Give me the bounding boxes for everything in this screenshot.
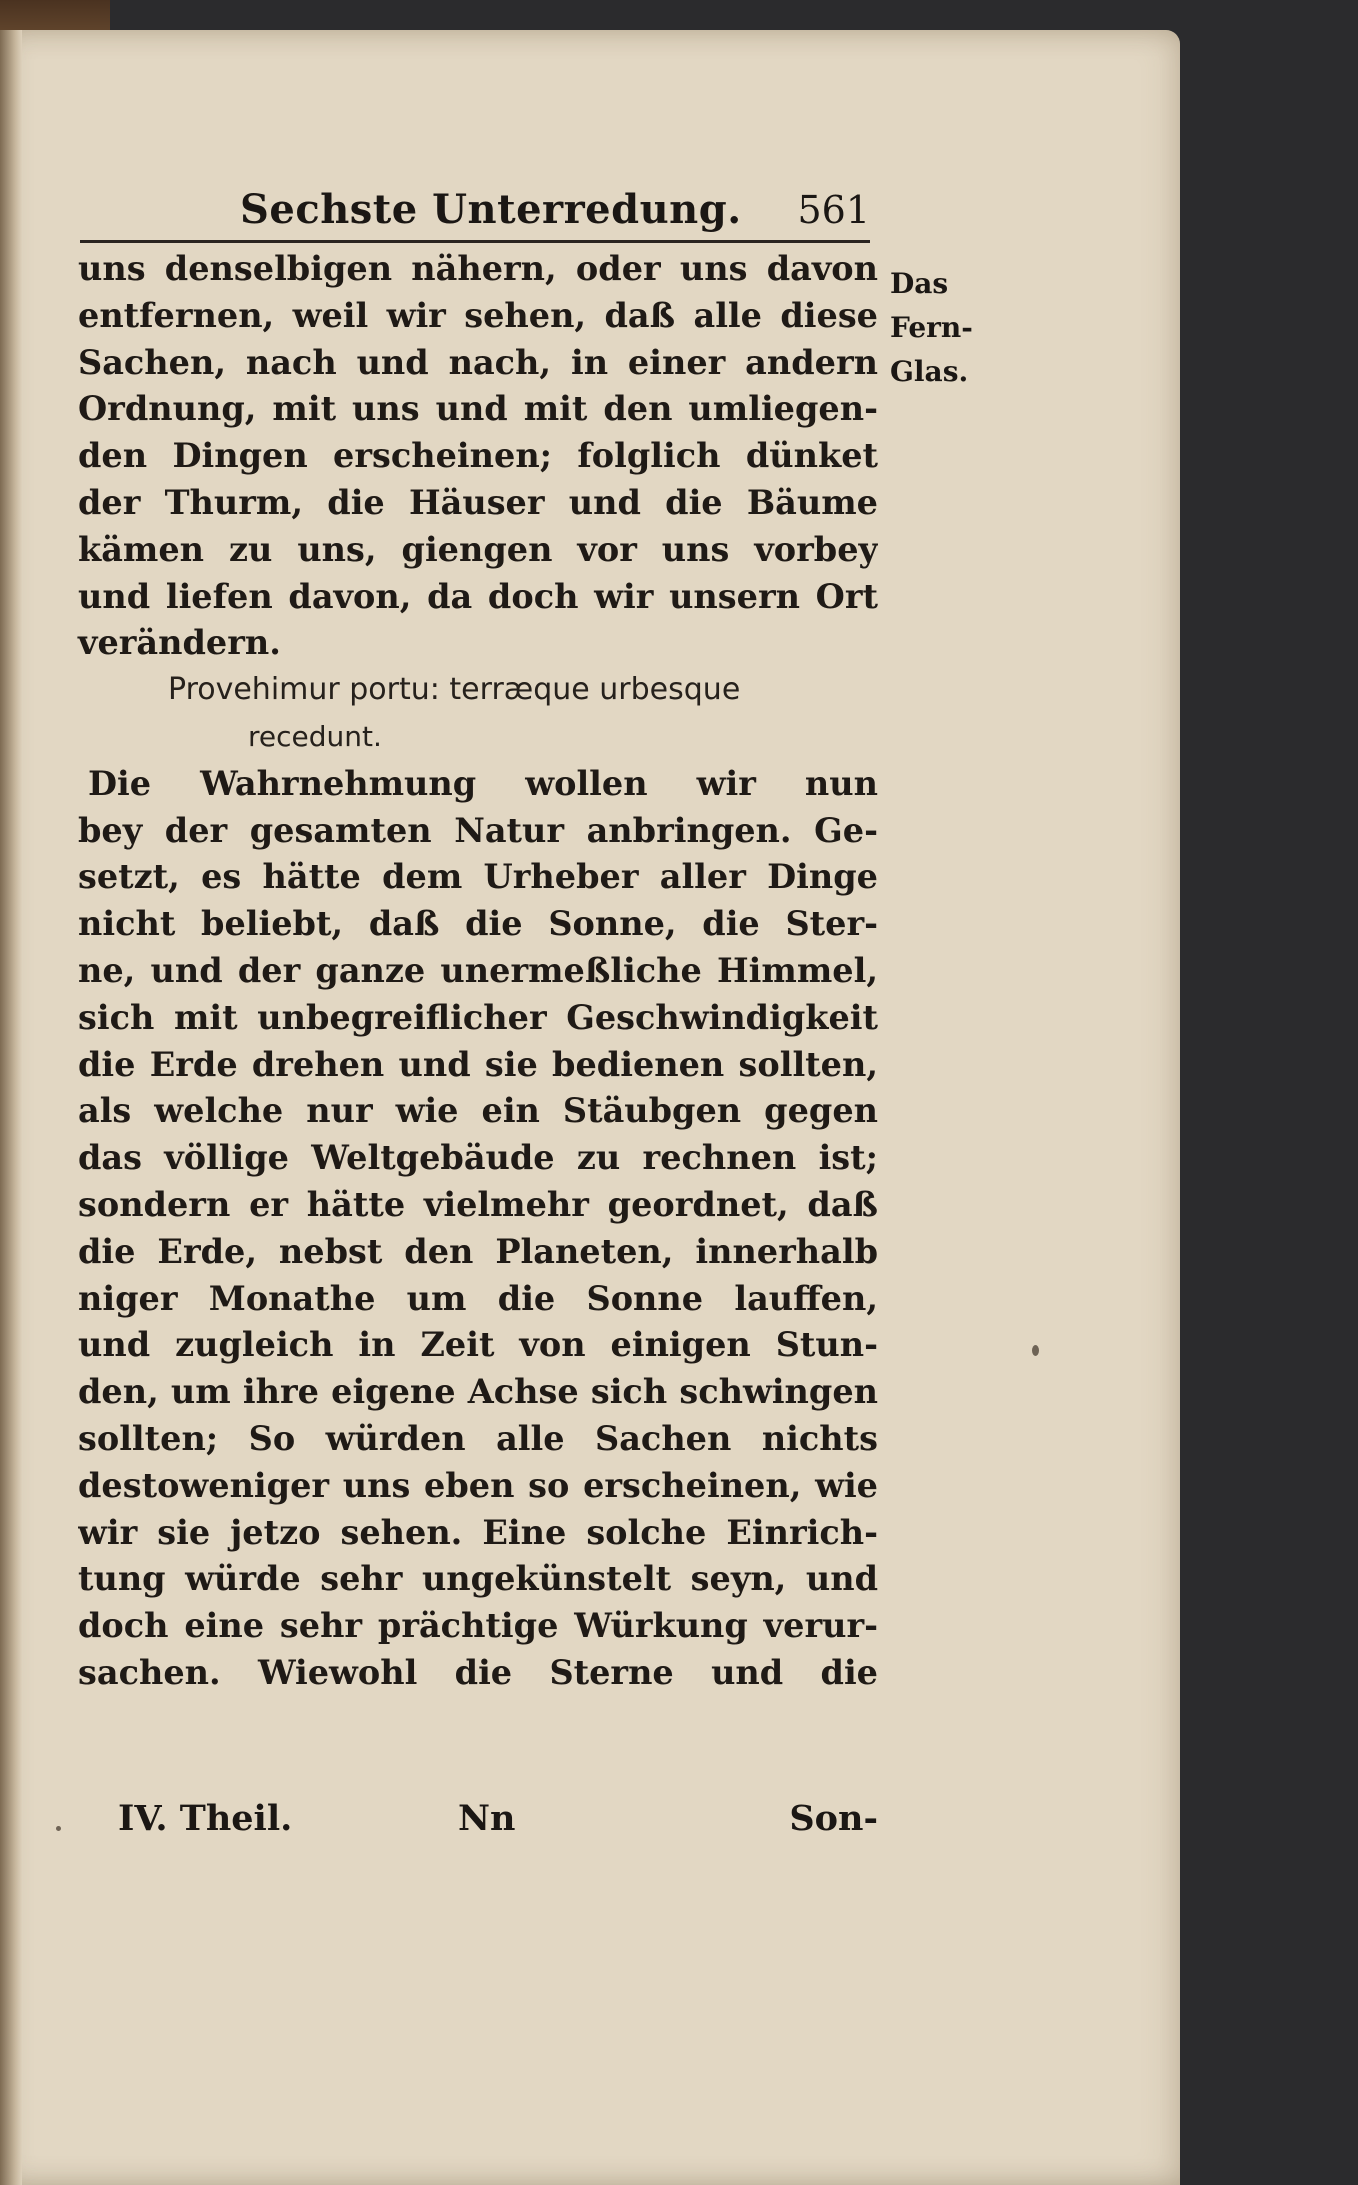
text-line: den, um ihre eigene Achse sich schwingen xyxy=(78,1372,878,1412)
text-line: sich mit unbegreiflicher Geschwindigkeit xyxy=(78,997,878,1037)
marginal-note xyxy=(890,262,973,394)
text-line: sollten; So würden alle Sachen nichts xyxy=(78,1418,878,1458)
text-line: Sachen, nach und nach, in einer andern xyxy=(78,342,878,382)
text-line: der Thurm, die Häuser und die Bäume xyxy=(78,482,878,522)
page-footer xyxy=(118,1798,878,1848)
text-line: destoweniger uns eben so erscheinen, wie xyxy=(78,1465,878,1505)
text-line: tung würde sehr ungekünstelt seyn, und xyxy=(78,1559,878,1599)
paragraph-first-line: Die Wahrnehmung wollen wir nun xyxy=(88,763,878,803)
text-line: und liefen davon, da doch wir unsern Ort xyxy=(78,576,878,616)
text-line: entfernen, weil wir sehen, daß alle diese xyxy=(78,295,878,335)
running-header xyxy=(80,186,870,246)
paper-speck xyxy=(1032,1345,1039,1356)
page-gutter-shadow xyxy=(0,30,22,2185)
paper-speck xyxy=(56,1826,61,1831)
page-number: 561 xyxy=(797,188,870,232)
text-line: die Erde, nebst den Planeten, innerhalb xyxy=(78,1231,878,1271)
text-line: die Erde drehen und sie bedienen sollten, xyxy=(78,1044,878,1084)
text-line: setzt, es hätte dem Urheber aller Dinge xyxy=(78,857,878,897)
text-line: das völlige Weltgebäude zu rechnen ist; xyxy=(78,1138,878,1178)
sheet-signature: Nn xyxy=(458,1798,516,1839)
latin-quote-line: recedunt. xyxy=(248,719,382,753)
latin-quote-line: Provehimur portu: terræque urbesque xyxy=(168,672,741,708)
marginal-note-line: Glas. xyxy=(890,355,969,388)
text-line: wir sie jetzo sehen. Eine solche Einrich- xyxy=(78,1512,878,1552)
text-line: niger Monathe um die Sonne lauffen, xyxy=(78,1278,878,1318)
volume-signature: IV. Theil. xyxy=(118,1798,293,1839)
catchword: Son- xyxy=(789,1798,878,1839)
text-line: sachen. Wiewohl die Sterne und die xyxy=(78,1652,878,1692)
header-rule xyxy=(80,240,870,243)
text-line: den Dingen erscheinen; folglich dünket xyxy=(78,436,878,476)
text-line: als welche nur wie ein Stäubgen gegen xyxy=(78,1091,878,1131)
text-line: uns denselbigen nähern, oder uns davon xyxy=(78,249,878,288)
text-line: und zugleich in Zeit von einigen Stun- xyxy=(78,1325,878,1365)
running-title: Sechste Unterredung. xyxy=(240,186,742,233)
text-line: sondern er hätte vielmehr geordnet, daß xyxy=(78,1184,878,1224)
marginal-note-line: Fern- xyxy=(890,311,973,344)
marginal-note-line: Das xyxy=(890,267,949,300)
text-line: doch eine sehr prächtige Würkung verur- xyxy=(78,1606,878,1646)
text-line: ne, und der ganze unermeßliche Himmel, xyxy=(78,950,878,990)
text-line: kämen zu uns, giengen vor uns vorbey xyxy=(78,529,878,569)
text-line: bey der gesamten Natur anbringen. Ge- xyxy=(78,810,878,850)
text-line: Ordnung, mit uns und mit den umliegen- xyxy=(78,389,878,429)
text-line: nicht beliebt, daß die Sonne, die Ster- xyxy=(78,904,878,944)
body-text xyxy=(78,246,878,1697)
text-line: verändern. xyxy=(78,623,281,663)
